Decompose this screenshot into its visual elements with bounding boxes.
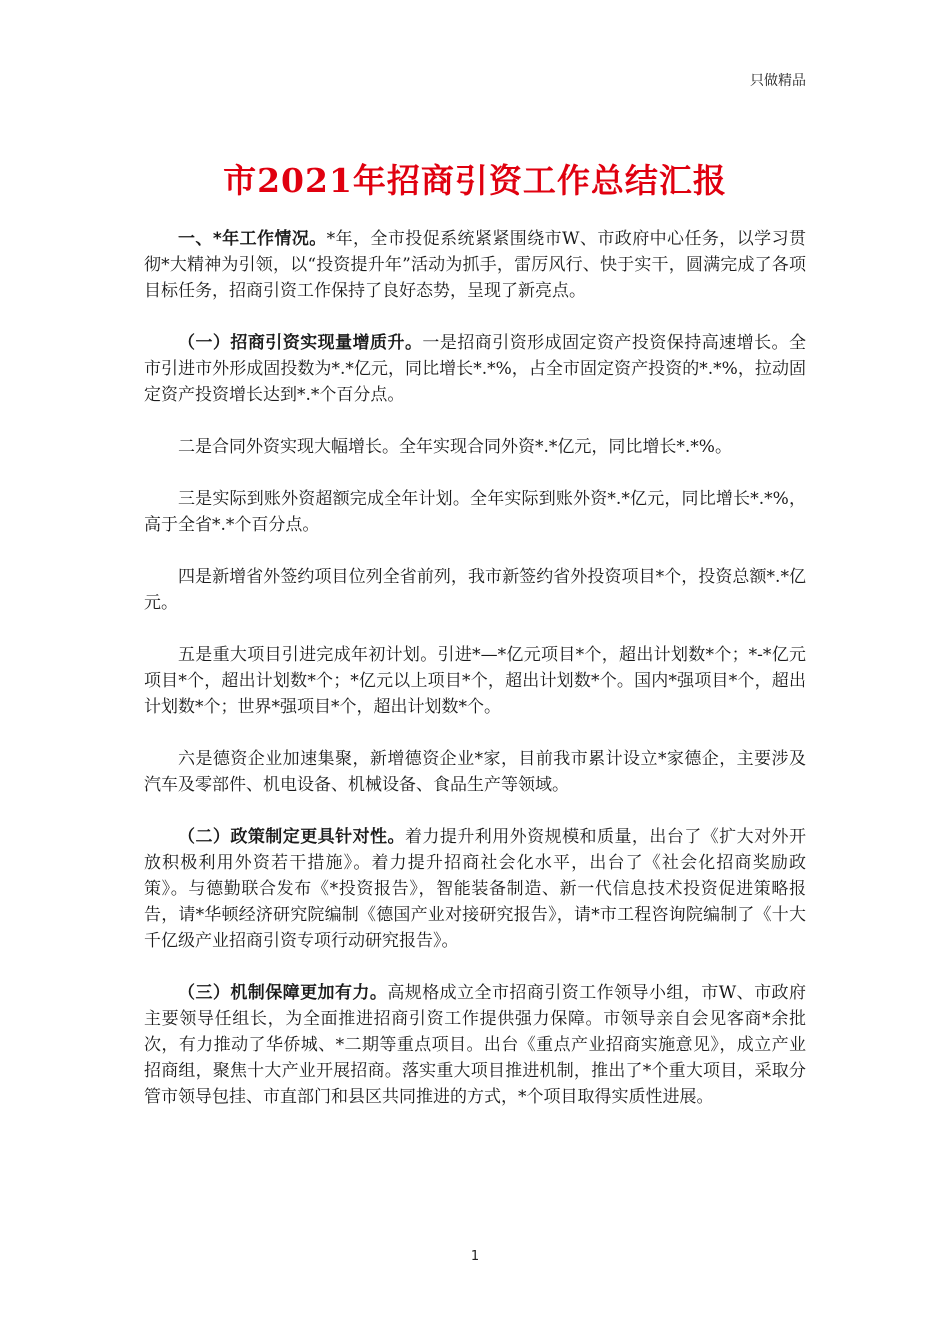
document-title: 市2021年招商引资工作总结汇报 xyxy=(223,161,727,200)
paragraph-text: *年，全市投促系统紧紧围绕市W、市政府中心任务，以学习贯彻*大精神为引领，以“投资提升年”活动为抓手，雷厉风行、快于实干，圆满完成了各项目标任务，招商引资工作保持了良好态势，呈现了新亮点。 xyxy=(144,229,806,301)
paragraph-text: 五是重大项目引进完成年初计划。引进*—*亿元项目*个，超出计划数*个；*-*亿元项目*个，超出计划数*个；*亿元以上项目*个，超出计划数*个。国内*强项目*个，超出计划数*个；世界*强项目*个，超出计划数*个。 xyxy=(144,645,806,717)
paragraph xyxy=(144,642,806,720)
paragraph-text: 着力提升利用外资规模和质量，出台了《扩大对外开放积极利用外资若干措施》。着力提升招商社会化水平，出台了《社会化招商奖励政策》。与德勤联合发布《*投资报告》，智能装备制造、新一代信息技术投资促进策略报告，请*华顿经济研究院编制《德国产业对接研究报告》，请*市工程咨询院编制了《十大千亿级产业招商引资专项行动研究报告》。 xyxy=(144,827,807,951)
paragraph-text: 四是新增省外签约项目位列全省前列，我市新签约省外投资项目*个，投资总额*.*亿元。 xyxy=(144,567,806,613)
paragraph-heading: （三）机制保障更加有力。 xyxy=(178,983,388,1003)
paragraph-heading: 一、*年工作情况。 xyxy=(178,229,327,249)
paragraph-text: 二是合同外资实现大幅增长。全年实现合同外资*.*亿元，同比增长*.*%。 xyxy=(178,437,732,457)
page-number: 1 xyxy=(470,1249,480,1264)
paragraph xyxy=(144,434,806,460)
paragraph-text: 高规格成立全市招商引资工作领导小组，市W、市政府主要领导任组长，为全面推进招商引资工作提供强力保障。市领导亲自会见客商*余批次，有力推动了华侨城、*二期等重点项目。出台《重点产业招商实施意见》，成立产业招商组，聚焦十大产业开展招商。落实重大项目推进机制，推出了*个重大项目，采取分管市领导包挂、市直部门和县区共同推进的方式，*个项目取得实质性进展。 xyxy=(144,983,806,1107)
paragraph-text: 六是德资企业加速集聚，新增德资企业*家，目前我市累计设立*家德企，主要涉及汽车及零部件、机电设备、机械设备、食品生产等领域。 xyxy=(144,749,806,795)
paragraph xyxy=(144,824,806,954)
paragraph xyxy=(144,746,806,798)
paragraph-heading: （二）政策制定更具针对性。 xyxy=(178,827,405,847)
paragraph xyxy=(144,564,806,616)
paragraph xyxy=(144,330,806,408)
paragraph-heading: （一）招商引资实现量增质升。 xyxy=(178,333,423,353)
header-note: 只做精品 xyxy=(750,73,806,89)
paragraph-text: 三是实际到账外资超额完成全年计划。全年实际到账外资*.*亿元，同比增长*.*%，高于全省*.*个百分点。 xyxy=(144,489,806,535)
paragraph xyxy=(144,980,806,1110)
paragraph xyxy=(144,226,806,304)
document-body xyxy=(144,226,806,1136)
paragraph-text: 一是招商引资形成固定资产投资保持高速增长。全市引进市外形成固投数为*.*亿元，同比增长*.*%，占全市固定资产投资的*.*%，拉动固定资产投资增长达到*.*个百分点。 xyxy=(144,333,807,405)
paragraph xyxy=(144,486,806,538)
